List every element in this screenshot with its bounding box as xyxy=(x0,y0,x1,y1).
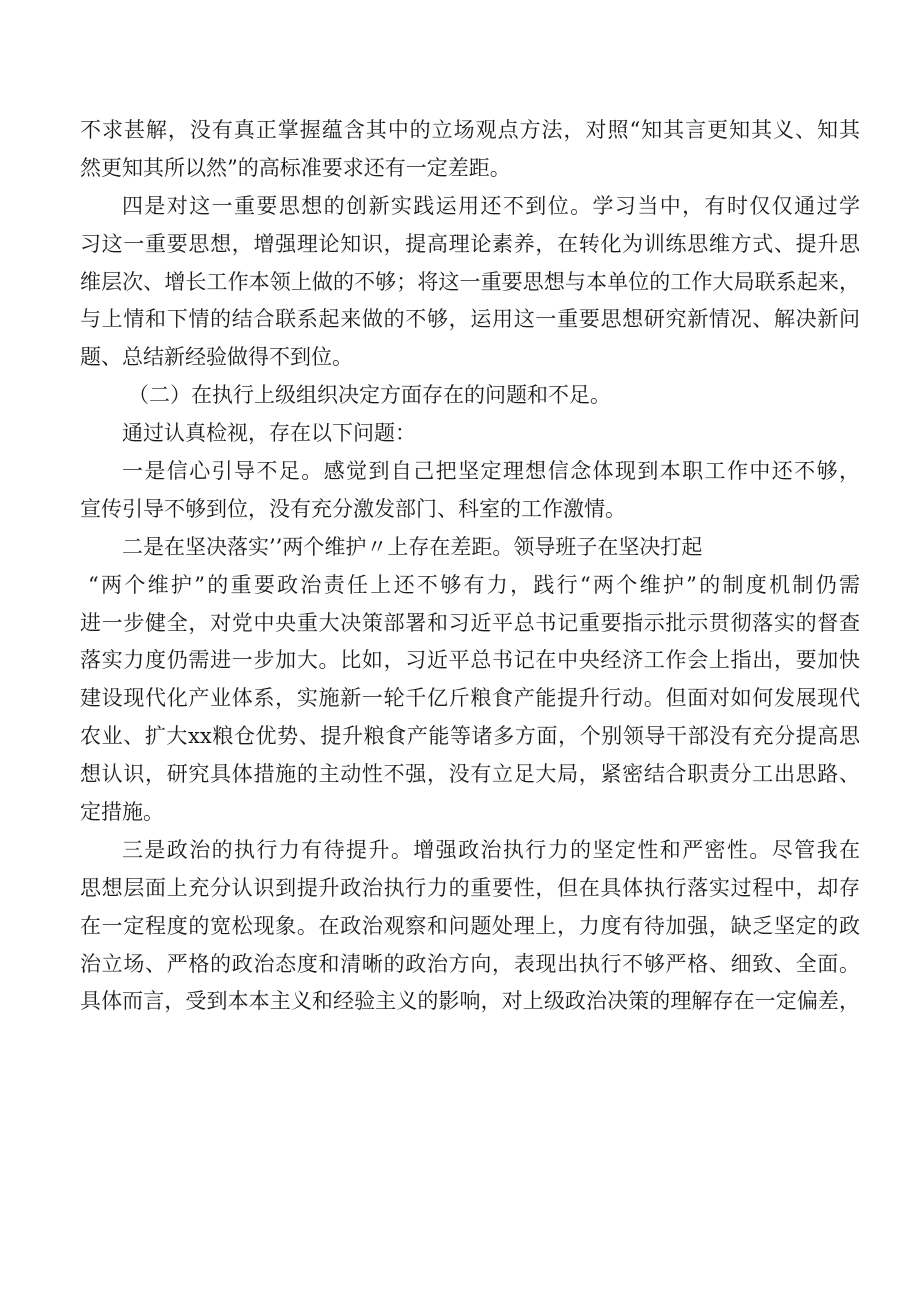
section-heading: （二）在执行上级组织决定方面存在的问题和不足。 xyxy=(128,383,611,408)
text-line: 落实力度仍需进一步加大。比如，习近平总书记在中央经济工作会上指出，要加快 xyxy=(80,648,860,673)
paragraph-start-line: 三是政治的执行力有待提升。增强政治执行力的坚定性和严密性。尽管我在 xyxy=(122,837,860,862)
text-line: 然更知其所以然”的高标准要求还有一定差距。 xyxy=(80,155,511,180)
text-line: 与上情和下情的结合联系起来做的不够，运用这一重要思想研究新情况、解决新问 xyxy=(80,307,860,332)
text-line: 农业、扩大xx粮仓优势、提升粮食产能等诸多方面，个别领导干部没有充分提高思 xyxy=(80,724,860,749)
text-line: “两个维护”的重要政治责任上还不够有力，践行“两个维护”的制度机制仍需 xyxy=(88,572,860,597)
text-line: 不求甚解，没有真正掌握蕴含其中的立场观点方法，对照“知其言更知其义、知其 xyxy=(80,118,860,142)
text-line: 在一定程度的宽松现象。在政治观察和问题处理上，力度有待加强，缺乏坚定的政 xyxy=(80,913,860,938)
text-line: 思想层面上充分认识到提升政治执行力的重要性，但在具体执行落实过程中，却存 xyxy=(80,875,860,900)
text-line: 定措施。 xyxy=(80,800,164,825)
text-line: 宣传引导不够到位，没有充分激发部门、科室的工作激情。 xyxy=(80,496,626,521)
paragraph-start-line: 二是在坚决落实’’两个维护〃上存在差距。领导班子在坚决打起 xyxy=(122,534,703,559)
text-line: 维层次、增长工作本领上做的不够；将这一重要思想与本单位的工作大局联系起来， xyxy=(80,269,860,294)
paragraph-start-line: 一是信心引导不足。感觉到自己把坚定理想信念体现到本职工作中还不够， xyxy=(122,459,860,484)
paragraph-start-line: 通过认真检视，存在以下问题： xyxy=(122,421,416,446)
text-line: 治立场、严格的政治态度和清晰的政治方向，表现出执行不够严格、细致、全面。 xyxy=(80,951,860,976)
text-line: 建设现代化产业体系，实施新一轮千亿斤粮食产能提升行动。但面对如何发展现代 xyxy=(80,686,860,711)
text-line: 题、总结新经验做得不到位。 xyxy=(80,345,353,370)
text-line: 进一步健全，对党中央重大决策部署和习近平总书记重要指示批示贯彻落实的督查 xyxy=(80,610,860,635)
text-line: 习这一重要思想，增强理论知识，提高理论素养，在转化为训练思维方式、提升思 xyxy=(80,231,860,256)
text-line: 想认识，研究具体措施的主动性不强，没有立足大局，紧密结合职责分工出思路、 xyxy=(80,762,860,787)
text-line: 具体而言，受到本本主义和经验主义的影响，对上级政治决策的理解存在一定偏差， xyxy=(80,989,860,1014)
paragraph-start-line: 四是对这一重要思想的创新实践运用还不到位。学习当中，有时仅仅通过学 xyxy=(122,193,860,218)
document-body xyxy=(80,112,860,1021)
